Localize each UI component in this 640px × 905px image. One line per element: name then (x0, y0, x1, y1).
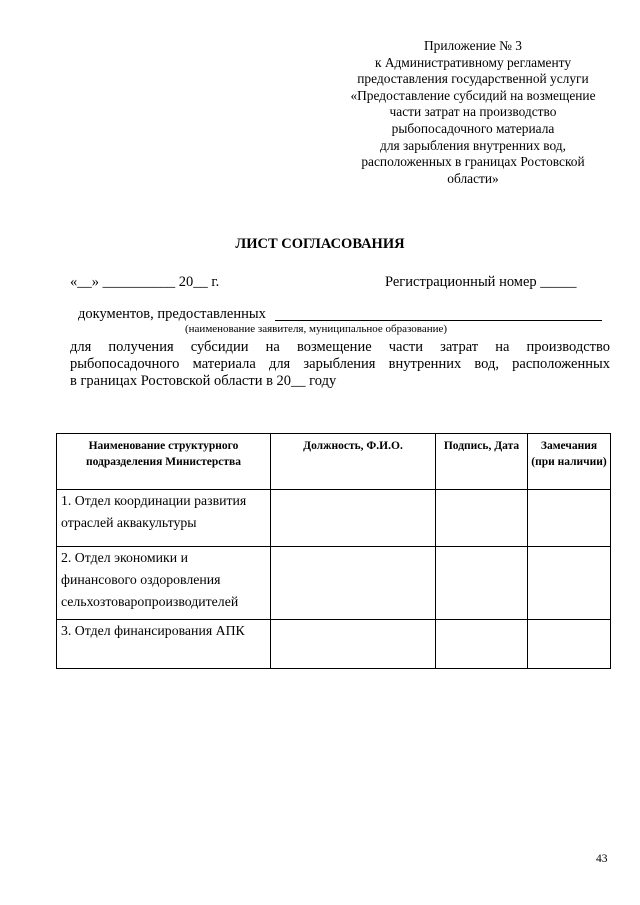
purpose-line: для получения субсидии на возмещение части затрат на производство (70, 339, 610, 355)
appendix-line: области» (447, 170, 499, 186)
position-cell (271, 490, 436, 547)
appendix-line: расположенных в границах Ростовской (361, 154, 585, 170)
purpose-text (70, 339, 610, 390)
documents-label: документов, предоставленных (78, 306, 266, 322)
header-department: Наименование структурного подразделения Министерства (57, 434, 271, 490)
purpose-line: рыбопосадочного материала для зарыбления внутренних вод, расположенных (70, 356, 610, 372)
position-cell (271, 620, 436, 669)
header-position: Должность, Ф.И.О. (271, 434, 436, 490)
approval-table (56, 433, 611, 669)
signature-cell (436, 547, 528, 620)
page-number: 43 (596, 853, 608, 865)
appendix-line: предоставления государственной услуги (357, 71, 589, 87)
table-header-row (57, 434, 611, 490)
appendix-line: Приложение № 3 (423, 38, 523, 53)
date-line: «__» __________ 20__ г. (70, 274, 220, 290)
department-cell: 3. Отдел финансирования АПК (57, 620, 271, 669)
appendix-line: к Административному регламенту (374, 54, 572, 70)
appendix-line: «Предоставление субсидий на возмещение (350, 87, 596, 103)
remarks-cell (528, 620, 611, 669)
appendix-line: части затрат на производство (389, 104, 557, 120)
header-signature: Подпись, Дата (436, 434, 528, 490)
fill-in-line (275, 320, 602, 321)
table-row (57, 620, 611, 669)
signature-cell (436, 490, 528, 547)
remarks-cell (528, 490, 611, 547)
remarks-cell (528, 547, 611, 620)
documents-caption: (наименование заявителя, муниципальное образование) (185, 323, 448, 335)
table-row (57, 547, 611, 620)
header-remarks: Замечания (при наличии) (528, 434, 611, 490)
table-row (57, 490, 611, 547)
registration-number: Регистрационный номер _____ (385, 274, 577, 290)
purpose-line: в границах Ростовской области в 20__ году (70, 373, 337, 389)
appendix-line: рыбопосадочного материала (391, 120, 555, 136)
department-cell: 1. Отдел координации развития отраслей аквакультуры (57, 490, 271, 547)
page-title: ЛИСТ СОГЛАСОВАНИЯ (235, 236, 405, 252)
appendix-line: для зарыбления внутренних вод, (380, 137, 566, 153)
department-cell: 2. Отдел экономики и финансового оздоровления сельхозтоваропроизводителей (57, 547, 271, 620)
position-cell (271, 547, 436, 620)
signature-cell (436, 620, 528, 669)
appendix-block (330, 38, 616, 187)
